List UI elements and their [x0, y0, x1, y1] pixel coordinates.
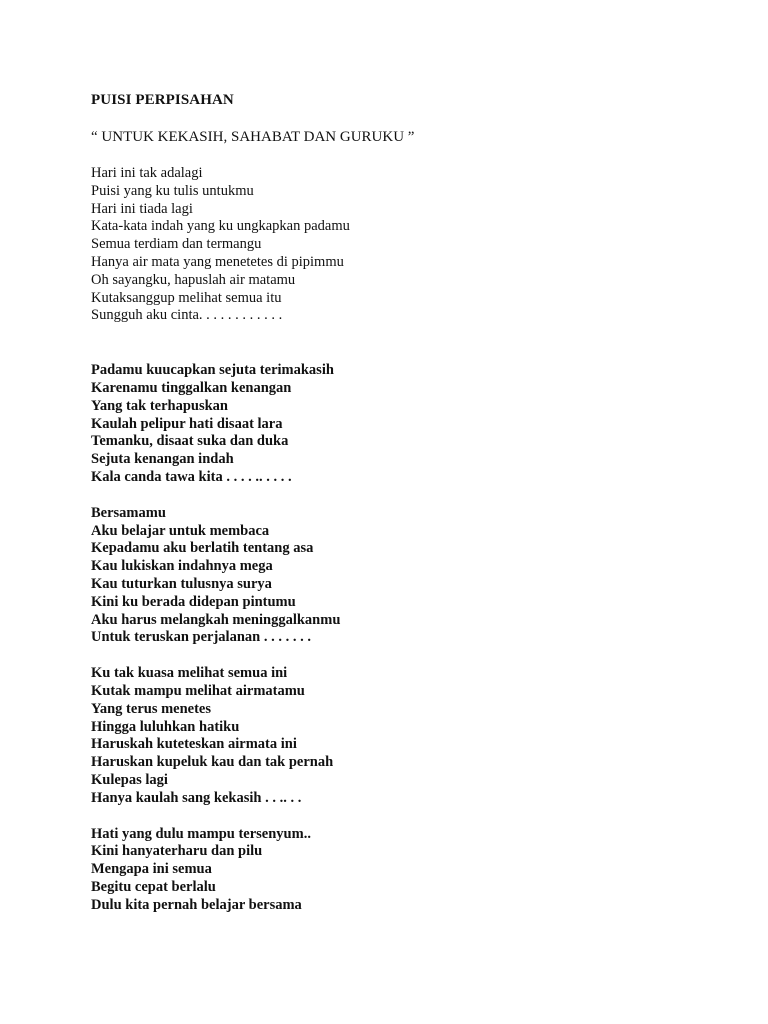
- poem-line: Karenamu tinggalkan kenangan: [91, 379, 292, 396]
- poem-line: Begitu cepat berlalu: [91, 878, 216, 895]
- stanza-4: [91, 665, 731, 807]
- poem-line: Hanya air mata yang menetetes di pipimmu: [91, 253, 344, 270]
- poem-line: Hari ini tak adalagi: [91, 165, 203, 181]
- poem-line: Bersamamu: [91, 504, 166, 521]
- poem-line: Mengapa ini semua: [91, 861, 212, 878]
- poem-line: Haruskan kupeluk kau dan tak pernah: [91, 754, 334, 771]
- poem-line: Sejuta kenangan indah: [91, 451, 234, 468]
- poem-subtitle: “ UNTUK KEKASIH, SAHABAT DAN GURUKU ”: [91, 129, 415, 145]
- poem-line: Kau lukiskan indahnya mega: [91, 558, 273, 575]
- poem-line: Sungguh aku cinta. . . . . . . . . . . .: [91, 307, 283, 324]
- poem-line: Yang terus menetes: [91, 700, 212, 717]
- poem-line: Dulu kita pernah belajar bersama: [91, 896, 302, 913]
- stanza-5: [91, 826, 731, 915]
- poem-line: Hanya kaulah sang kekasih . . .. . .: [91, 789, 302, 806]
- poem-title: PUISI PERPISAHAN: [91, 92, 234, 108]
- poem-line: Oh sayangku, hapuslah air matamu: [91, 271, 296, 288]
- poem-line: Hati yang dulu mampu tersenyum..: [91, 825, 311, 842]
- stanza-3: [91, 505, 731, 647]
- poem-line: Yang tak terhapuskan: [91, 397, 228, 414]
- poem-line: Kepadamu aku berlatih tentang asa: [91, 540, 314, 557]
- poem-line: Ku tak kuasa melihat semua ini: [91, 665, 288, 682]
- poem-line: Hingga luluhkan hatiku: [91, 718, 240, 735]
- document-page: [91, 91, 731, 914]
- stanza-1: [91, 165, 731, 325]
- poem-line: Kaulah pelipur hati disaat lara: [91, 415, 283, 432]
- poem-line: Kata-kata indah yang ku ungkapkan padamu: [91, 218, 350, 235]
- poem-line: Puisi yang ku tulis untukmu: [91, 182, 254, 199]
- poem-line: Kulepas lagi: [91, 771, 168, 788]
- poem-line: Kutak mampu melihat airmatamu: [91, 682, 305, 699]
- poem-line: Kutaksanggup melihat semua itu: [91, 289, 282, 306]
- poem-line: Haruskah kuteteskan airmata ini: [91, 736, 297, 753]
- poem-line: Hari ini tiada lagi: [91, 200, 193, 217]
- poem-line: Kau tuturkan tulusnya surya: [91, 575, 272, 592]
- poem-line: Kala canda tawa kita . . . . .. . . . .: [91, 468, 292, 485]
- stanza-2: [91, 362, 731, 487]
- poem-line: Semua terdiam dan termangu: [91, 236, 262, 253]
- poem-line: Kini ku berada didepan pintumu: [91, 593, 296, 610]
- poem-line: Aku belajar untuk membaca: [91, 522, 270, 539]
- poem-line: Kini hanyaterharu dan pilu: [91, 843, 263, 860]
- poem-line: Padamu kuucapkan sejuta terimakasih: [91, 362, 334, 379]
- poem-line: Untuk teruskan perjalanan . . . . . . .: [91, 629, 311, 646]
- poem-line: Temanku, disaat suka dan duka: [91, 433, 289, 450]
- poem-line: Aku harus melangkah meninggalkanmu: [91, 611, 341, 628]
